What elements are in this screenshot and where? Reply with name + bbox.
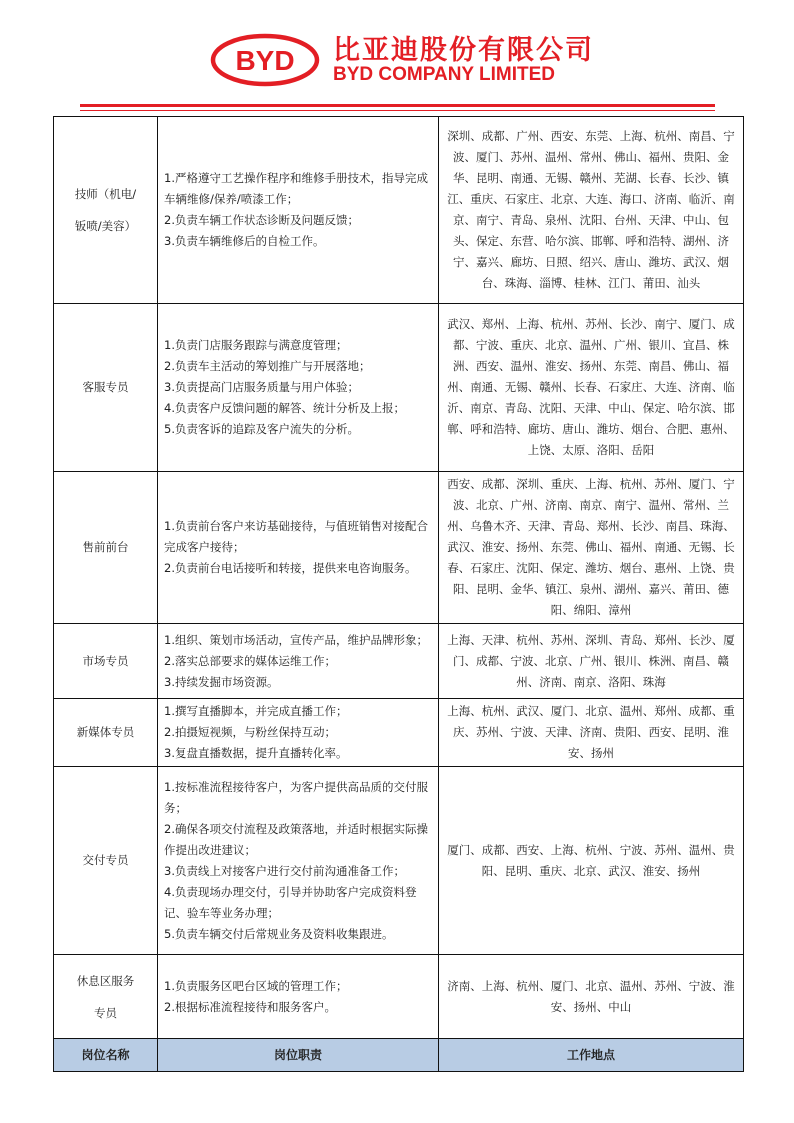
- duty-item: 2.确保各项交付流程及政策落地，并适时根据实际操作提出改进建议；: [164, 821, 428, 857]
- position-cell: [54, 472, 158, 624]
- duty-item: 3.负责车辆维修后的自检工作。: [164, 234, 325, 248]
- position-line: 休息区服务: [76, 973, 135, 988]
- header-duties: 岗位职责: [158, 1039, 439, 1072]
- position-line: 专员: [94, 1005, 117, 1020]
- duty-item: 1.负责前台客户来访基础接待，与值班销售对接配合完成客户接待；: [164, 519, 428, 554]
- locations-cell: 上海、杭州、武汉、厦门、北京、温州、郑州、成都、重庆、苏州、宁波、天津、济南、贵阳、西安、昆明、淮安、扬州: [439, 699, 744, 767]
- header-locations: 工作地点: [439, 1039, 744, 1072]
- table-row: [54, 767, 744, 955]
- header-rule-thin: [80, 110, 715, 111]
- duty-item: 2.负责车主活动的筹划推广与开展落地；: [164, 359, 371, 373]
- job-table: [53, 116, 744, 1072]
- table-header-row: [54, 1039, 744, 1072]
- locations-cell: 武汉、郑州、上海、杭州、苏州、长沙、南宁、厦门、成都、宁波、重庆、北京、温州、广州、银川、宜昌、株洲、西安、温州、淮安、扬州、东莞、南昌、佛山、福州、南通、无锡、赣州、长春、石家庄、大连、济南、临沂、南京、青岛、沈阳、天津、中山、保定、哈尔滨、邯郸、呼和浩特、廊坊、唐山、潍坊、烟台、合肥、惠州、上饶、太原、洛阳、岳阳: [439, 304, 744, 472]
- duties-cell: [158, 304, 439, 472]
- table-row: [54, 699, 744, 767]
- locations-cell: 厦门、成都、西安、上海、杭州、宁波、苏州、温州、贵阳、昆明、重庆、北京、武汉、淮安、扬州: [439, 767, 744, 955]
- duties-cell: [158, 624, 439, 699]
- position-line: 钣喷/美容）: [74, 219, 137, 233]
- position-cell: [54, 304, 158, 472]
- duties-cell: [158, 767, 439, 955]
- duty-item: 2.拍摄短视频，与粉丝保持互动；: [164, 725, 336, 739]
- table-row: [54, 955, 744, 1039]
- duty-item: 2.根据标准流程接待和服务客户。: [164, 999, 336, 1014]
- header-position: 岗位名称: [54, 1039, 158, 1072]
- position-line: 技师（机电/: [74, 187, 137, 201]
- table-row: [54, 117, 744, 304]
- duty-item: 1.严格遵守工艺操作程序和维修手册技术，指导完成车辆维修/保养/喷漆工作；: [164, 171, 428, 206]
- duty-item: 1.撰写直播脚本，并完成直播工作；: [164, 704, 348, 718]
- duty-item: 3.复盘直播数据，提升直播转化率。: [164, 746, 348, 760]
- duties-cell: [158, 699, 439, 767]
- duties-cell: [158, 955, 439, 1039]
- duty-item: 3.负责提高门店服务质量与用户体验；: [164, 380, 359, 394]
- duty-item: 2.负责前台电话接听和转接，提供来电咨询服务。: [164, 561, 417, 575]
- position-cell: [54, 624, 158, 699]
- company-name-cn: 比亚迪股份有限公司: [333, 35, 594, 66]
- letterhead: [0, 0, 794, 118]
- duties-cell: [158, 117, 439, 304]
- duty-item: 3.持续发掘市场资源。: [164, 674, 279, 689]
- duty-item: 1.按标准流程接待客户，为客户提供高品质的交付服务；: [164, 779, 428, 815]
- duty-item: 4.负责现场办理交付，引导并协助客户完成资料登记、验车等业务办理；: [164, 884, 417, 920]
- table-row: [54, 624, 744, 699]
- locations-cell: 上海、天津、杭州、苏州、深圳、青岛、郑州、长沙、厦门、成都、宁波、北京、广州、银川、株洲、南昌、赣州、济南、南京、洛阳、珠海: [439, 624, 744, 699]
- position-line: 客服专员: [82, 380, 129, 394]
- duty-item: 1.负责服务区吧台区域的管理工作；: [164, 978, 348, 993]
- table-row: [54, 472, 744, 624]
- table-row: [54, 304, 744, 472]
- svg-text:BYD: BYD: [235, 45, 295, 76]
- position-cell: [54, 699, 158, 767]
- duty-item: 2.落实总部要求的媒体运维工作；: [164, 653, 336, 668]
- duty-item: 4.负责客户反馈问题的解答、统计分析及上报；: [164, 401, 405, 415]
- position-cell: [54, 117, 158, 304]
- locations-cell: 济南、上海、杭州、厦门、北京、温州、苏州、宁波、淮安、扬州、中山: [439, 955, 744, 1039]
- position-line: 市场专员: [82, 653, 129, 668]
- position-line: 新媒体专员: [76, 725, 135, 739]
- duty-item: 3.负责线上对接客户进行交付前沟通准备工作；: [164, 863, 405, 878]
- duty-item: 5.负责车辆交付后常规业务及资料收集跟进。: [164, 926, 394, 941]
- position-cell: [54, 767, 158, 955]
- locations-cell: 西安、成都、深圳、重庆、上海、杭州、苏州、厦门、宁波、北京、广州、济南、南京、南宁、温州、常州、兰州、乌鲁木齐、天津、青岛、郑州、长沙、南昌、珠海、武汉、淮安、扬州、东莞、佛山、福州、南通、无锡、长春、石家庄、沈阳、保定、潍坊、烟台、惠州、上饶、贵阳、昆明、金华、镇江、泉州、湖州、嘉兴、莆田、德阳、绵阳、漳州: [439, 472, 744, 624]
- header-rule: [80, 104, 715, 107]
- duties-cell: [158, 472, 439, 624]
- position-line: 售前前台: [82, 540, 129, 554]
- locations-cell: 深圳、成都、广州、西安、东莞、上海、杭州、南昌、宁波、厦门、苏州、温州、常州、佛山、福州、贵阳、金华、昆明、南通、无锡、赣州、芜湖、长春、长沙、镇江、重庆、石家庄、北京、大连、海口、济南、临沂、南京、南宁、青岛、泉州、沈阳、台州、天津、中山、包头、保定、东营、哈尔滨、邯郸、呼和浩特、湖州、济宁、嘉兴、廊坊、日照、绍兴、唐山、潍坊、武汉、烟台、珠海、淄博、桂林、江门、莆田、汕头: [439, 117, 744, 304]
- position-line: 交付专员: [82, 853, 129, 867]
- duty-item: 1.组织、策划市场活动，宣传产品，维护品牌形象；: [164, 632, 428, 647]
- duty-item: 1.负责门店服务跟踪与满意度管理；: [164, 338, 348, 352]
- position-cell: [54, 955, 158, 1039]
- duty-item: 2.负责车辆工作状态诊断及问题反馈；: [164, 213, 359, 227]
- byd-logo: [210, 33, 320, 87]
- company-name-en: BYD COMPANY LIMITED: [333, 64, 556, 85]
- duty-item: 5.负责客诉的追踪及客户流失的分析。: [164, 422, 359, 436]
